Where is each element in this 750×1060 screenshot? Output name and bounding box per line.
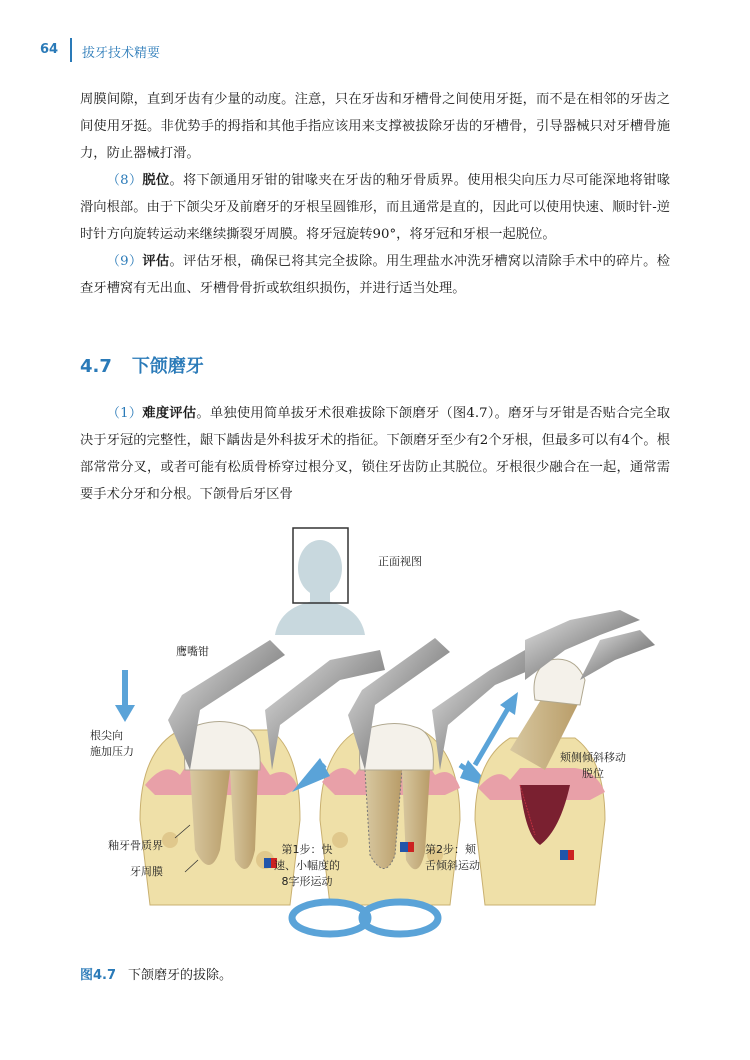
label-forceps: 鹰嘴钳 xyxy=(176,645,209,658)
page-number: 64 xyxy=(40,42,59,57)
paragraph-continued: 周膜间隙，直到牙齿有少量的动度。注意，只在牙齿和牙槽骨之间使用牙挺，而不是在相邻的牙齿之间使用牙挺。非优势手的拇指和其他手指应该用来支撑被拔除牙齿的牙槽骨，引导器械只对牙槽骨施力，防止器械打滑。 xyxy=(80,92,670,161)
running-header xyxy=(40,36,710,66)
label-cej: 釉牙骨质界 xyxy=(108,839,163,852)
section-heading xyxy=(80,352,204,378)
step-text: 。单独使用简单拔牙术很难拔除下颌磨牙（图4.7）。磨牙与牙钳是否贴合完全取决于牙冠的完整性，龈下龋齿是外科拔牙术的指征。下颌磨牙至少有2个牙根，但最多可以有4个。根部常常分叉，或者可能有松质骨桥穿过根分叉，锁住牙齿防止其脱位。牙根很少融合在一起，通常需要手术分牙和分根。下颌骨后牙区骨 xyxy=(80,406,671,502)
label-step-2: 第2步：颊 舌倾斜运动 xyxy=(425,843,480,872)
paragraph-step-1 xyxy=(80,400,670,508)
front-view-icon xyxy=(275,528,365,635)
label-step-1: 第1步：快 速、小幅度的 8字形运动 xyxy=(274,843,340,888)
label-buccal-tilt: 颊侧倾斜移动 脱位 xyxy=(560,751,626,780)
step-term: 难度评估 xyxy=(142,406,197,421)
section-title: 下颌磨牙 xyxy=(131,356,204,377)
body-text-section xyxy=(80,400,670,508)
paragraph-step-8 xyxy=(80,167,670,248)
step-term: 脱位 xyxy=(142,173,170,188)
step-number: （8） xyxy=(106,173,143,188)
figure-caption xyxy=(80,964,232,983)
step-number: （1） xyxy=(106,406,143,421)
step-number: （9） xyxy=(106,254,143,269)
paragraph-step-9 xyxy=(80,248,670,302)
caption-number: 图4.7 xyxy=(80,968,117,983)
step-text: 。评估牙根，确保已将其完全拔除。用生理盐水冲洗牙槽窝以清除手术中的碎片。检查牙槽窝有无出血、牙槽骨骨折或软组织损伤，并进行适当处理。 xyxy=(80,254,671,296)
label-pdl: 牙周膜 xyxy=(130,865,163,878)
step-term: 评估 xyxy=(142,254,170,269)
section-number: 4.7 xyxy=(80,356,112,377)
extraction-illustration xyxy=(80,520,680,950)
header-divider xyxy=(70,38,72,62)
body-text-top xyxy=(80,86,670,302)
book-title: 拔牙技术精要 xyxy=(82,46,161,61)
step-text: 。将下颌通用牙钳的钳喙夹在牙齿的釉牙骨质界。使用根尖向压力尽可能深地将钳喙滑向根部。由于下颌尖牙及前磨牙的牙根呈圆锥形，而且通常是直的，因此可以使用快速、顺时针-逆时针方向旋转运动来继续撕裂牙周膜。将牙冠旋转90°，将牙冠和牙根一起脱位。 xyxy=(80,173,671,242)
label-apical-pressure: 根尖向 施加压力 xyxy=(90,729,134,758)
caption-text: 下颌磨牙的拔除。 xyxy=(128,968,233,983)
label-front-view: 正面视图 xyxy=(378,555,422,568)
figure-4-7 xyxy=(80,520,680,950)
